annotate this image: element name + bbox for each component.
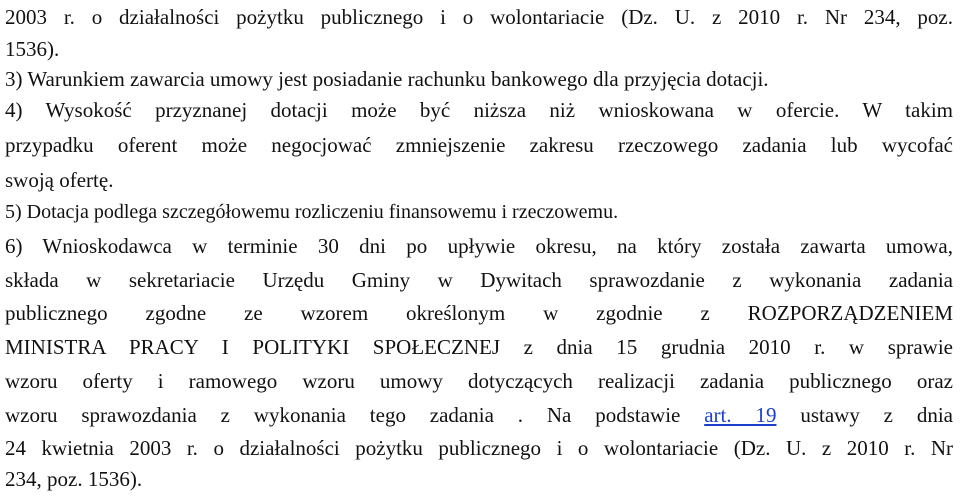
text-line-13-before: wzoru sprawozdania z wykonania tego zadania . Na podstawie: [5, 403, 681, 427]
article-19-link[interactable]: art. 19: [704, 403, 777, 427]
text-line-9: składa w sekretariacie Urzędu Gminy w Dywitach sprawozdanie z wykonania zadania: [5, 268, 953, 292]
text-line-13-after: ustawy z dnia: [800, 403, 953, 427]
text-line-11: MINISTRA PRACY I POLITYKI SPOŁECZNEJ z dnia 15 grudnia 2010 r. w sprawie: [5, 335, 953, 359]
text-line-3: 3) Warunkiem zawarcia umowy jest posiadanie rachunku bankowego dla przyjęcia dotacji.: [5, 67, 769, 91]
text-line-8: 6) Wnioskodawca w terminie 30 dni po upływie okresu, na który została zawarta umowa,: [5, 234, 953, 258]
text-line-7: 5) Dotacja podlega szczegółowemu rozliczeniu finansowemu i rzeczowemu.: [5, 201, 619, 223]
text-line-13: [5, 402, 953, 428]
text-line-2: 1536).: [5, 37, 60, 61]
text-line-1: 2003 r. o działalności pożytku publicznego i o wolontariacie (Dz. U. z 2010 r. Nr 234, poz.: [5, 5, 953, 29]
text-line-6: swoją ofertę.: [5, 168, 114, 192]
text-line-5: przypadku oferent może negocjować zmniejszenie zakresu rzeczowego zadania lub wycofać: [5, 133, 953, 157]
text-line-15: 234, poz. 1536).: [5, 467, 143, 491]
text-line-12: wzoru oferty i ramowego wzoru umowy dotyczących realizacji zadania publicznego oraz: [5, 369, 953, 393]
text-line-4: 4) Wysokość przyznanej dotacji może być niższa niż wnioskowana w ofercie. W takim: [5, 98, 953, 122]
text-line-10: publicznego zgodne ze wzorem określonym w zgodnie z ROZPORZĄDZENIEM: [5, 301, 953, 325]
text-line-14: 24 kwietnia 2003 r. o działalności pożytku publicznego i o wolontariacie (Dz. U. z 2010 r. Nr: [5, 436, 953, 460]
